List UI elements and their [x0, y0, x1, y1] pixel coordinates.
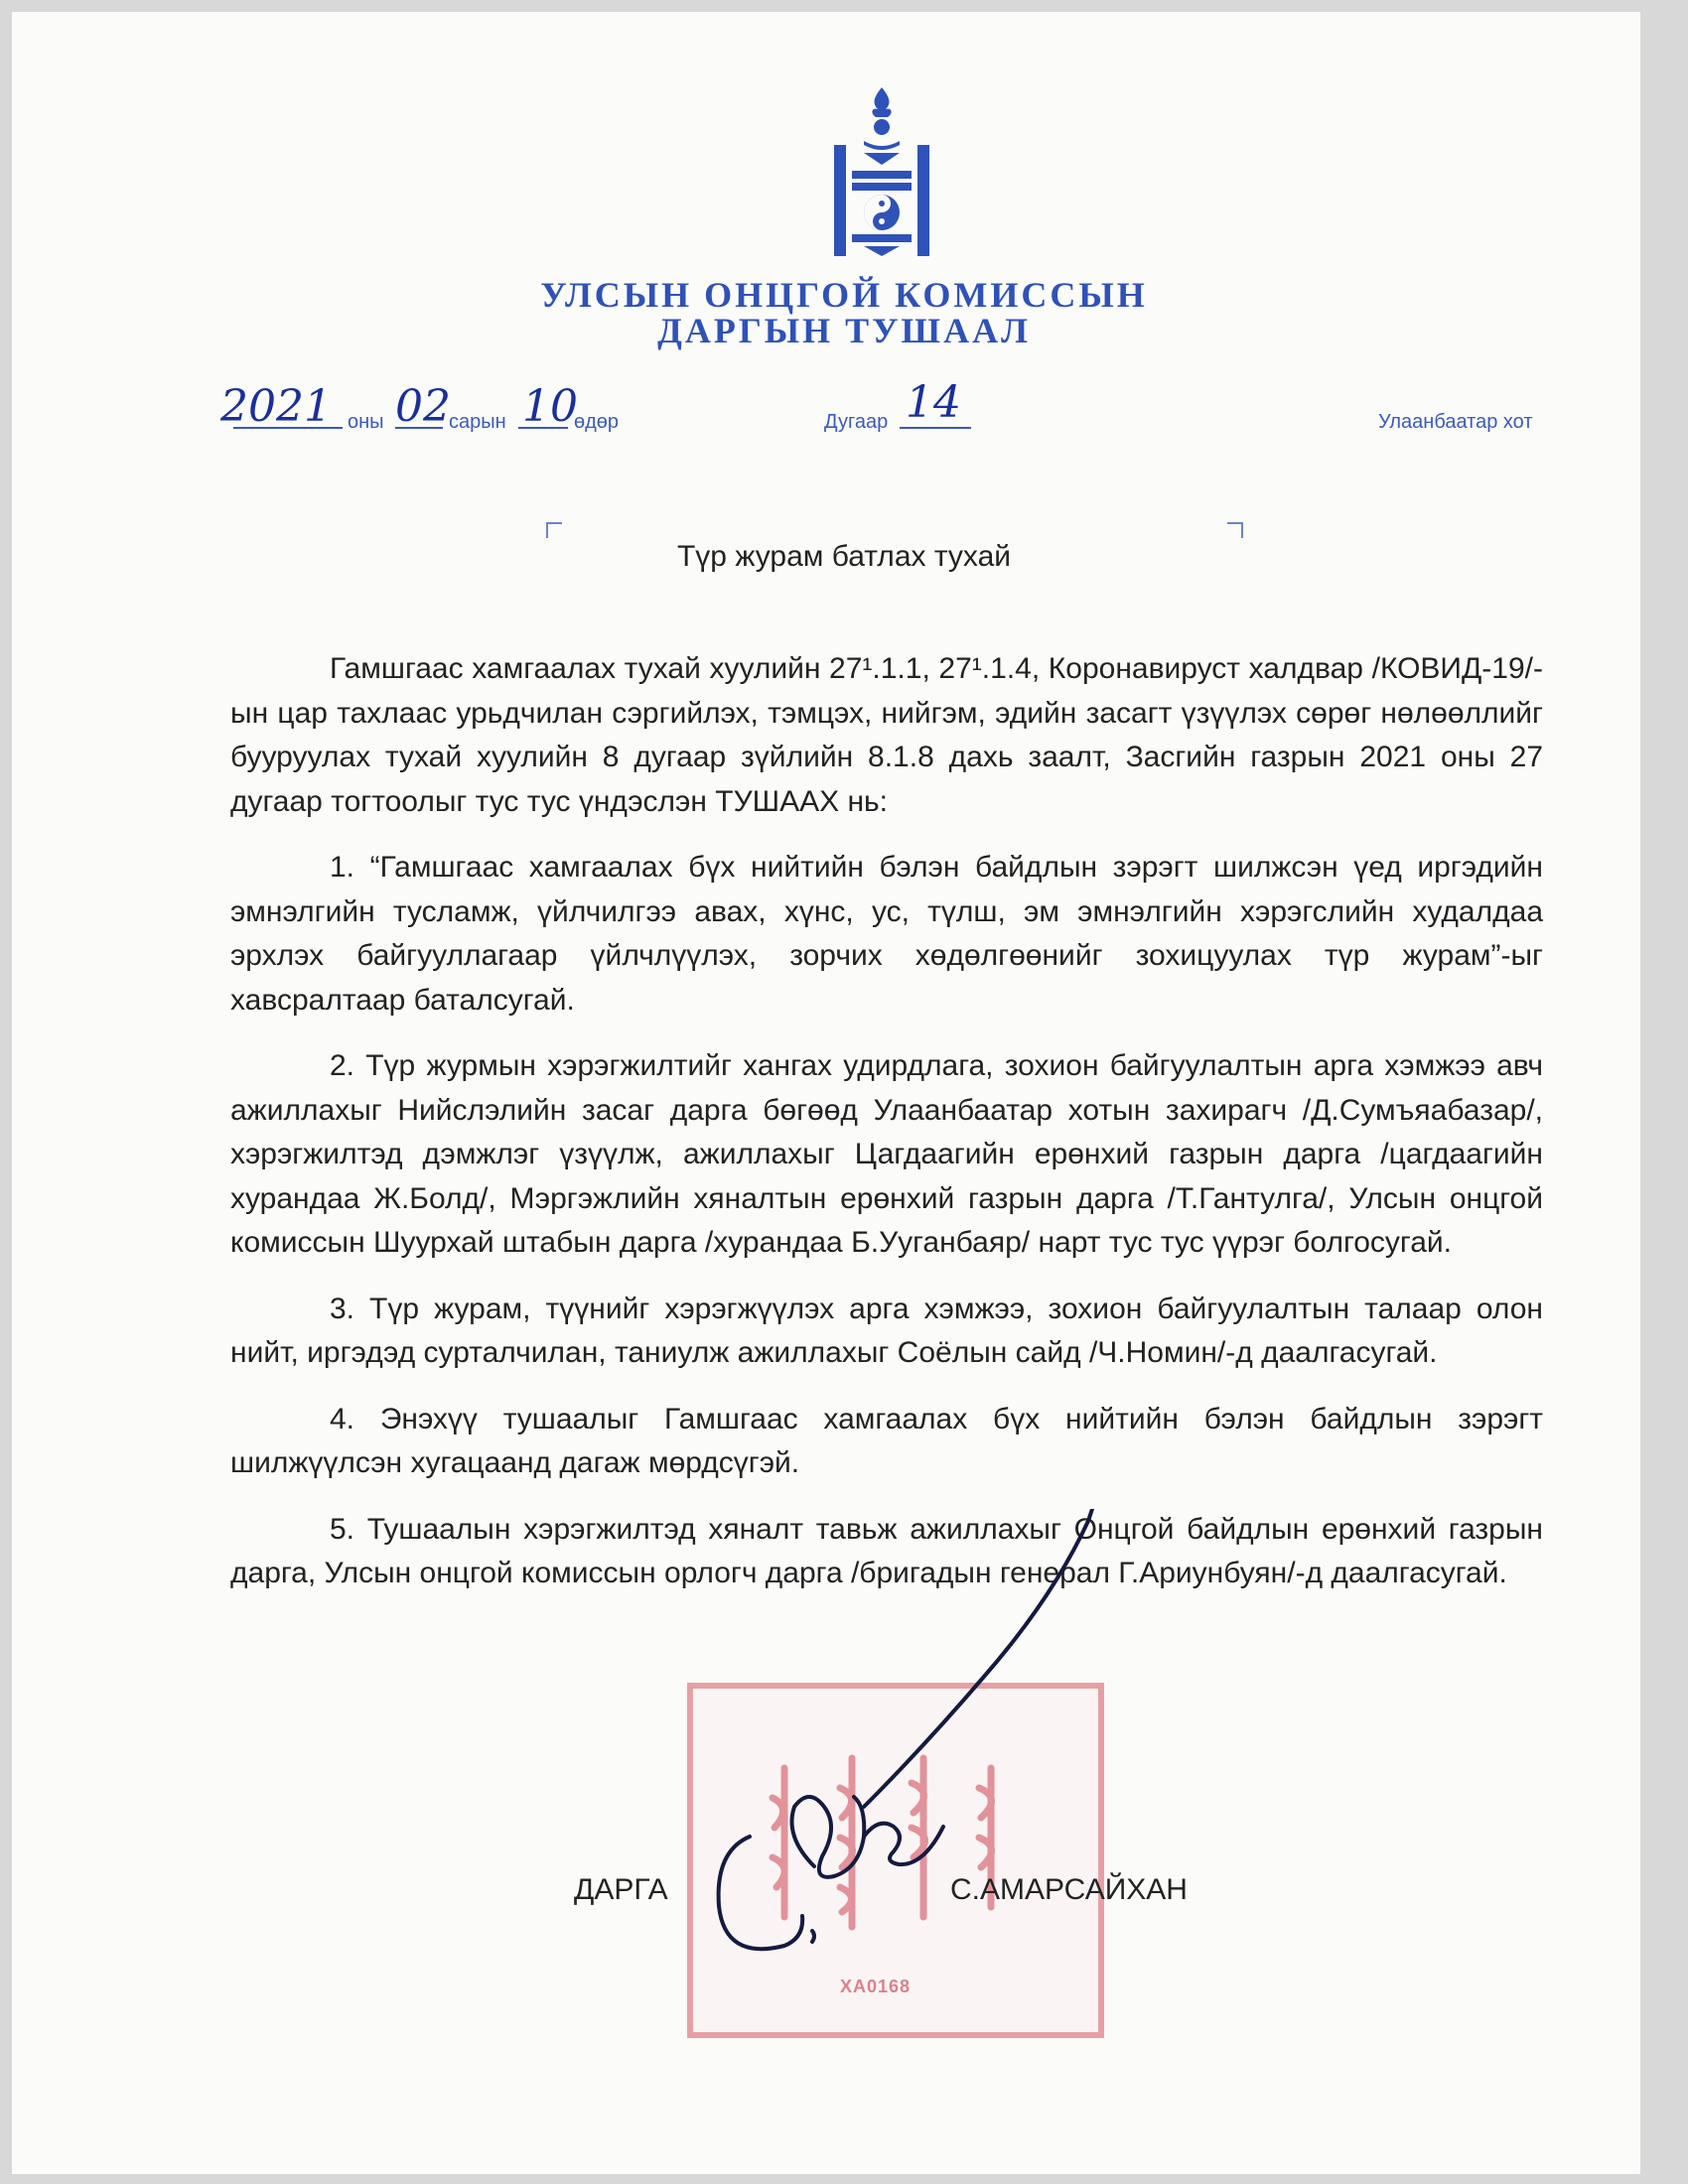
order-meta-row: [0, 377, 1688, 437]
stamp-code: ХА0168: [840, 1977, 912, 1996]
preamble-paragraph: Гамшгаас хамгаалах тухай хуулийн 27¹.1.1, 27¹.1.4, Коронавируст халдвар /КОВИД-19/-ын цар тахлаас урьдчилан сэргийлэх, тэмцэх, нийгэм, эдийн засагт үзүүлэх сөрөг нөлөөллийг бууруулах тухай хуулийн 8 дугаар зүйлийн 8.1.8 дахь заалт, Засгийн газрын 2021 оны 27 дугаар тогтоолыг тус тус үндэслэн ТУШААХ нь:: [230, 652, 1543, 818]
order-item-4: 4. Энэхүү тушаалыг Гамшгаас хамгаалах бүх нийтийн бэлэн байдлын зэрэгт шилжүүлсэн хугацаанд дагаж мөрдсүгэй.: [230, 1402, 1543, 1479]
order-body: [230, 647, 1543, 1618]
number-label: Дугаар: [824, 411, 889, 433]
soyombo-emblem-icon: [834, 85, 929, 260]
header-title-line1: УЛСЫН ОНЦГОЙ КОМИССЫН: [540, 275, 1148, 315]
subject-corner-right: [1227, 522, 1243, 538]
order-item-1: 1. “Гамшгаас хамгаалах бүх нийтийн бэлэн байдлын зэрэгт шилжсэн үед иргэдийн эмнэлгийн тусламж, үйлчилгээ авах, хүнс, ус, түлш, эм эмнэлгийн хэрэгслийн худалдаа эрхлэх байгууллагаар үйлчлүүлэх, зорчих хөдөлгөөнийг зохицуулах түр журам”-ыг хавсралтаар баталсугай.: [230, 851, 1543, 1017]
order-item-2: 2. Түр журмын хэрэгжилтийг хангах удирдлага, зохион байгуулалтын арга хэмжээ авч ажиллахыг Нийслэлийн засаг дарга бөгөөд Улаанбаатар хотын захирагч /Д.Сумъяабазар/, хэрэгжилтэд дэмжлэг үзүүлж, ажиллахыг Цагдаагийн ерөнхий газрын дарга /цагдаагийн хурандаа Ж.Болд/, Мэргэжлийн хяналтын ерөнхий газрын дарга /Т.Гантулга/, Улсын онцгой комиссын Шуурхай штабын дарга /хурандаа Б.Ууганбаяр/ нарт тус тус үүрэг болгосугай.: [230, 1049, 1543, 1259]
date-year: 2021: [220, 381, 332, 432]
header-title-line2: ДАРГЫН ТУШААЛ: [657, 311, 1031, 350]
date-month: 02: [395, 381, 451, 432]
order-item-5: 5. Тушаалын хэрэгжилтэд хяналт тавьж ажиллахыг Онцгой байдлын ерөнхий газрын дарга, Улсын онцгой комиссын орлогч дарга /бригадын генерал Г.Ариунбуян/-д даалгасугай.: [230, 1512, 1543, 1589]
day-underline: [518, 427, 568, 429]
place-label: Улаанбаатар хот: [1378, 411, 1533, 433]
order-number: 14: [906, 377, 961, 428]
month-underline: [395, 427, 443, 429]
subject-corner-left: [546, 522, 562, 538]
date-day: 10: [522, 381, 578, 432]
year-underline: [233, 427, 343, 429]
order-subject: Түр журам батлах тухай: [676, 540, 1012, 573]
year-label: оны: [348, 411, 384, 433]
day-label: өдөр: [574, 411, 620, 433]
order-item-3: 3. Түр журам, түүнийг хэрэгжүүлэх арга хэмжээ, зохион байгуулалтын талаар олон нийт, иргэдэд сурталчилан, таниулж ажиллахыг Соёлын сайд /Ч.Номин/-д даалгасугай.: [230, 1292, 1543, 1369]
signatory-name: С.АМАРСАЙХАН: [950, 1873, 1188, 1906]
number-underline: [900, 427, 971, 429]
handwritten-signature: [695, 1509, 1112, 2005]
month-label: сарын: [449, 411, 506, 433]
signatory-role: ДАРГА: [574, 1873, 668, 1906]
